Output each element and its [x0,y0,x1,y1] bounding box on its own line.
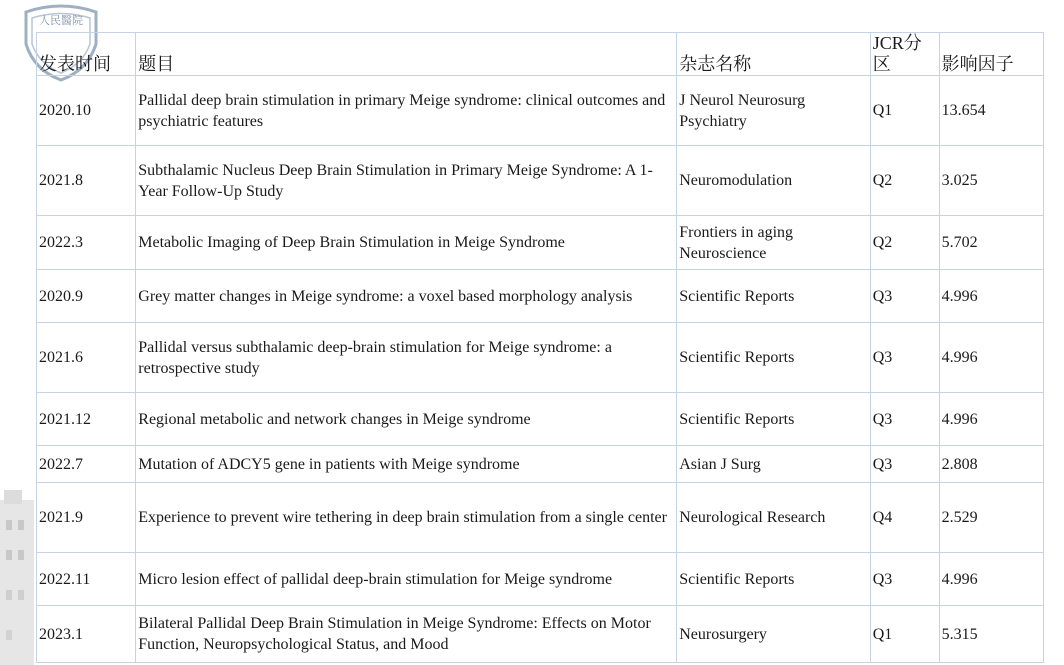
cell-jcr: Q3 [870,323,939,393]
cell-journal: Scientific Reports [677,323,870,393]
cell-title: Grey matter changes in Meige syndrome: a voxel based morphology analysis [136,270,677,323]
cell-title: Bilateral Pallidal Deep Brain Stimulation in Meige Syndrome: Effects on Motor Function, Neuropsychological Status, and Mood [136,606,677,663]
cell-title: Subthalamic Nucleus Deep Brain Stimulation in Primary Meige Syndrome: A 1-Year Follow-Up Study [136,146,677,216]
building-watermark-icon [0,480,40,665]
cell-date: 2020.10 [37,76,136,146]
table-row [37,216,1044,270]
cell-jcr: Q1 [870,606,939,663]
cell-journal: J Neurol Neurosurg Psychiatry [677,76,870,146]
cell-impact: 4.996 [939,270,1043,323]
header-impact: 影响因子 [939,33,1043,76]
cell-jcr: Q4 [870,483,939,553]
table-row [37,323,1044,393]
cell-journal: Neurological Research [677,483,870,553]
cell-jcr: Q3 [870,270,939,323]
logo-text: 人民醫院 [39,14,83,27]
cell-impact: 13.654 [939,76,1043,146]
table-row [37,553,1044,606]
cell-journal: Neurosurgery [677,606,870,663]
cell-title: Regional metabolic and network changes in Meige syndrome [136,393,677,446]
cell-date: 2022.11 [37,553,136,606]
cell-impact: 4.996 [939,323,1043,393]
cell-impact: 2.808 [939,446,1043,483]
cell-impact: 5.702 [939,216,1043,270]
cell-date: 2021.12 [37,393,136,446]
cell-date: 2021.8 [37,146,136,216]
table-row [37,76,1044,146]
cell-impact: 3.025 [939,146,1043,216]
cell-jcr: Q3 [870,553,939,606]
cell-date: 2020.9 [37,270,136,323]
table-row [37,270,1044,323]
cell-journal: Asian J Surg [677,446,870,483]
cell-date: 2021.6 [37,323,136,393]
table-header-row [37,33,1044,76]
cell-title: Metabolic Imaging of Deep Brain Stimulation in Meige Syndrome [136,216,677,270]
cell-jcr: Q3 [870,393,939,446]
table-row [37,446,1044,483]
cell-title: Mutation of ADCY5 gene in patients with Meige syndrome [136,446,677,483]
table-row [37,483,1044,553]
cell-jcr: Q2 [870,216,939,270]
cell-title: Pallidal deep brain stimulation in primary Meige syndrome: clinical outcomes and psychiatric features [136,76,677,146]
cell-jcr: Q1 [870,76,939,146]
cell-impact: 5.315 [939,606,1043,663]
cell-impact: 4.996 [939,553,1043,606]
header-journal: 杂志名称 [677,33,870,76]
cell-title: Experience to prevent wire tethering in deep brain stimulation from a single center [136,483,677,553]
cell-journal: Neuromodulation [677,146,870,216]
cell-impact: 4.996 [939,393,1043,446]
cell-date: 2022.7 [37,446,136,483]
table-row [37,606,1044,663]
table-row [37,393,1044,446]
cell-journal: Scientific Reports [677,393,870,446]
cell-title: Pallidal versus subthalamic deep-brain stimulation for Meige syndrome: a retrospective study [136,323,677,393]
cell-date: 2023.1 [37,606,136,663]
cell-title: Micro lesion effect of pallidal deep-brain stimulation for Meige syndrome [136,553,677,606]
cell-date: 2022.3 [37,216,136,270]
table-row [37,146,1044,216]
publication-table [36,32,1044,663]
cell-jcr: Q2 [870,146,939,216]
cell-journal: Scientific Reports [677,270,870,323]
cell-impact: 2.529 [939,483,1043,553]
cell-journal: Scientific Reports [677,553,870,606]
header-date: 发表时间 [37,33,136,76]
cell-jcr: Q3 [870,446,939,483]
cell-date: 2021.9 [37,483,136,553]
header-jcr: JCR分区 [870,33,939,76]
header-title: 题目 [136,33,677,76]
cell-journal: Frontiers in aging Neuroscience [677,216,870,270]
